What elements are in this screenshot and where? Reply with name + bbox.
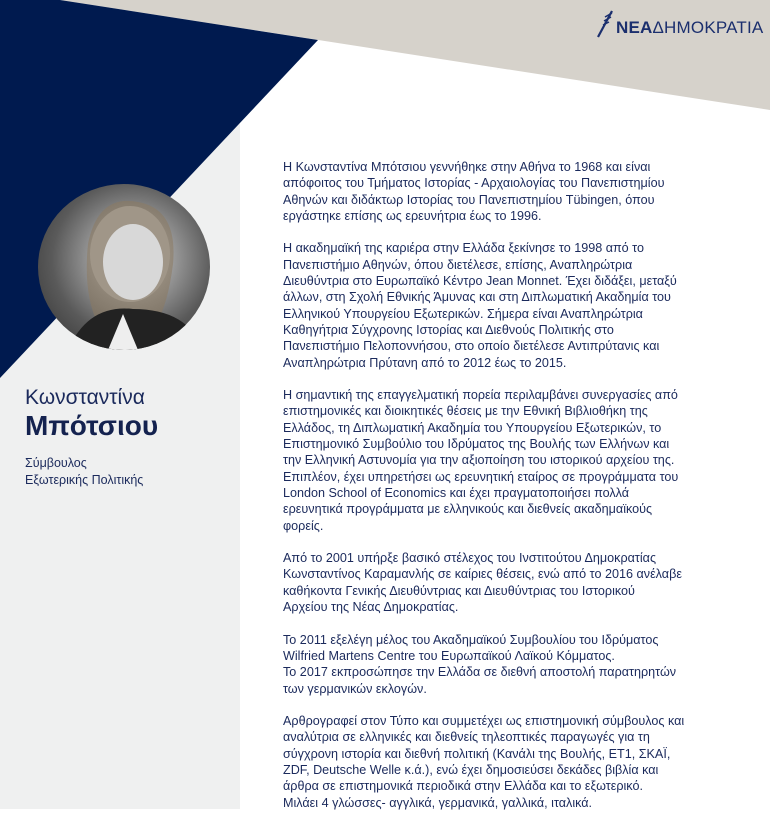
bio-paragraph bbox=[283, 240, 753, 370]
bio-line: φορείς. bbox=[283, 518, 324, 533]
bio-line: Αναπληρώτρια Πρύτανη από το 2012 έως το 2015. bbox=[283, 355, 567, 370]
bio-line: Η Κωνσταντίνα Μπότσιου γεννήθηκε στην Αθήνα το 1968 και είναι bbox=[283, 160, 651, 174]
profile-role bbox=[25, 455, 143, 489]
profile-first-name: Κωνσταντίνα bbox=[25, 386, 145, 409]
bio-line: Επιπλέον, έχει υπηρετήσει ως ερευνητική εταίρος σε προγράμματα του bbox=[283, 469, 679, 484]
logo-bold: ΝΕΑ bbox=[616, 18, 653, 37]
bio-paragraph bbox=[283, 387, 753, 534]
torch-icon bbox=[596, 8, 616, 38]
nea-dimokratia-logo bbox=[596, 8, 763, 38]
bio-line: London School of Economics και έχει πραγματοποιήσει πολλά bbox=[283, 485, 630, 500]
bio-line: Το 2011 εξελέγη μέλος του Ακαδημαϊκού Συμβουλίου του Ιδρύματος bbox=[283, 632, 659, 647]
role-line: Εξωτερικής Πολιτικής bbox=[25, 473, 144, 487]
bio-line: Αρχείου της Νέας Δημοκρατίας. bbox=[283, 600, 459, 615]
logo-text bbox=[616, 18, 763, 38]
bio-line: αναλύτρια σε ελληνικές και διεθνείς τηλεοπτικές παραγωγές για τη bbox=[283, 730, 650, 745]
bio-line: εργάστηκε επίσης ως ερευνήτρια έως το 1996. bbox=[283, 208, 542, 223]
logo-regular: ΔΗΜΟΚΡΑΤΙΑ bbox=[652, 18, 764, 37]
bio-line: Πανεπιστήμιο Αθηνών, όπου διετέλεσε, επίσης, Αναπληρώτρια bbox=[283, 257, 633, 272]
bio-line: Wilfried Martens Centre του Ευρωπαϊκού Λαϊκού Κόμματος. bbox=[283, 648, 615, 663]
bio-line: Η ακαδημαϊκή της καριέρα στην Ελλάδα ξεκίνησε το 1998 από το bbox=[283, 241, 644, 256]
bio-line: Μιλάει 4 γλώσσες- αγγλικά, γερμανικά, γαλλικά, ιταλικά. bbox=[283, 795, 593, 810]
bio-line: επιστημονικές και διοικητικές θέσεις με την Εθνική Βιβλιοθήκη της bbox=[283, 404, 648, 419]
bio-line: Πανεπιστήμιο Πελοποννήσου, στο οποίο διετέλεσε Αντιπρύτανις και bbox=[283, 339, 660, 354]
bio-line: απόφοιτος του Τμήματος Ιστορίας - Αρχαιολογίας του Πανεπιστημίου bbox=[283, 176, 665, 191]
bio-line: Το 2017 εκπροσώπησε την Ελλάδα σε διεθνή αποστολή παρατηρητών bbox=[283, 665, 677, 680]
bio-line: Η σημαντική της επαγγελματική πορεία περιλαμβάνει συνεργασίες από bbox=[283, 388, 678, 403]
role-line: Σύμβουλος bbox=[25, 456, 87, 470]
bio-line: Ελλάδος, τη Διπλωματική Ακαδημία του Υπουργείου Εξωτερικών, το bbox=[283, 420, 662, 435]
biography bbox=[283, 159, 753, 827]
bio-line: σύγχρονη ιστορία και διεθνή πολιτική (Κανάλι της Βουλής, ΕΤ1, ΣΚΑΪ, bbox=[283, 746, 671, 761]
bio-line: άρθρα σε επιστημονικά περιοδικά στην Ελλάδα και το εξωτερικό. bbox=[283, 779, 643, 794]
profile-photo bbox=[38, 184, 210, 350]
bio-paragraph bbox=[283, 550, 753, 615]
bio-line: Κωνσταντίνος Καραμανλής σε καίριες θέσεις, ενώ από το 2016 ανέλαβε bbox=[283, 567, 682, 582]
bio-line: Ελληνικού Υπουργείου Εξωτερικών. Σήμερα είναι Αναπληρώτρια bbox=[283, 306, 643, 321]
bio-line: Αρθρογραφεί στον Τύπο και συμμετέχει ως επιστημονική σύμβουλος και bbox=[283, 714, 685, 729]
portrait-image bbox=[38, 184, 210, 350]
bio-line: Επιστημονικό Συμβούλιο του Ιδρύματος της Βουλής των Ελλήνων και bbox=[283, 437, 670, 452]
bio-line: καθήκοντα Γενικής Διευθύντριας και Διευθύντριας του Ιστορικού bbox=[283, 583, 635, 598]
bio-paragraph bbox=[283, 159, 753, 224]
bio-line: Αθηνών και διδάκτωρ Ιστορίας του Πανεπιστημίου Tübingen, όπου bbox=[283, 192, 655, 207]
bio-line: των γερμανικών εκλογών. bbox=[283, 681, 427, 696]
bio-paragraph bbox=[283, 713, 753, 811]
bio-line: άλλων, στη Σχολή Εθνικής Άμυνας και στη Διπλωματική Ακαδημία του bbox=[283, 290, 671, 305]
bio-line: ZDF, Deutsche Welle κ.ά.), ενώ έχει δημοσιεύσει δεκάδες βιβλία και bbox=[283, 762, 659, 777]
bio-line: την Ελληνική Αστυνομία για την αξιοποίηση του ιστορικού αρχείου της. bbox=[283, 453, 675, 468]
bio-line: Από το 2001 υπήρξε βασικό στέλεχος του Ινστιτούτου Δημοκρατίας bbox=[283, 551, 657, 566]
bio-line: Διευθύντρια στο Ευρωπαϊκό Κέντρο Jean Monnet. Έχει διδάξει, μεταξύ bbox=[283, 274, 677, 289]
bio-paragraph bbox=[283, 632, 753, 697]
bio-line: ερευνητικά προγράμματα με ελληνικούς και διεθνείς ακαδημαϊκούς bbox=[283, 502, 653, 517]
profile-last-name: Μπότσιου bbox=[25, 410, 159, 441]
bio-line: Καθηγήτρια Σύγχρονης Ιστορίας και Διεθνούς Πολιτικής στο bbox=[283, 322, 614, 337]
